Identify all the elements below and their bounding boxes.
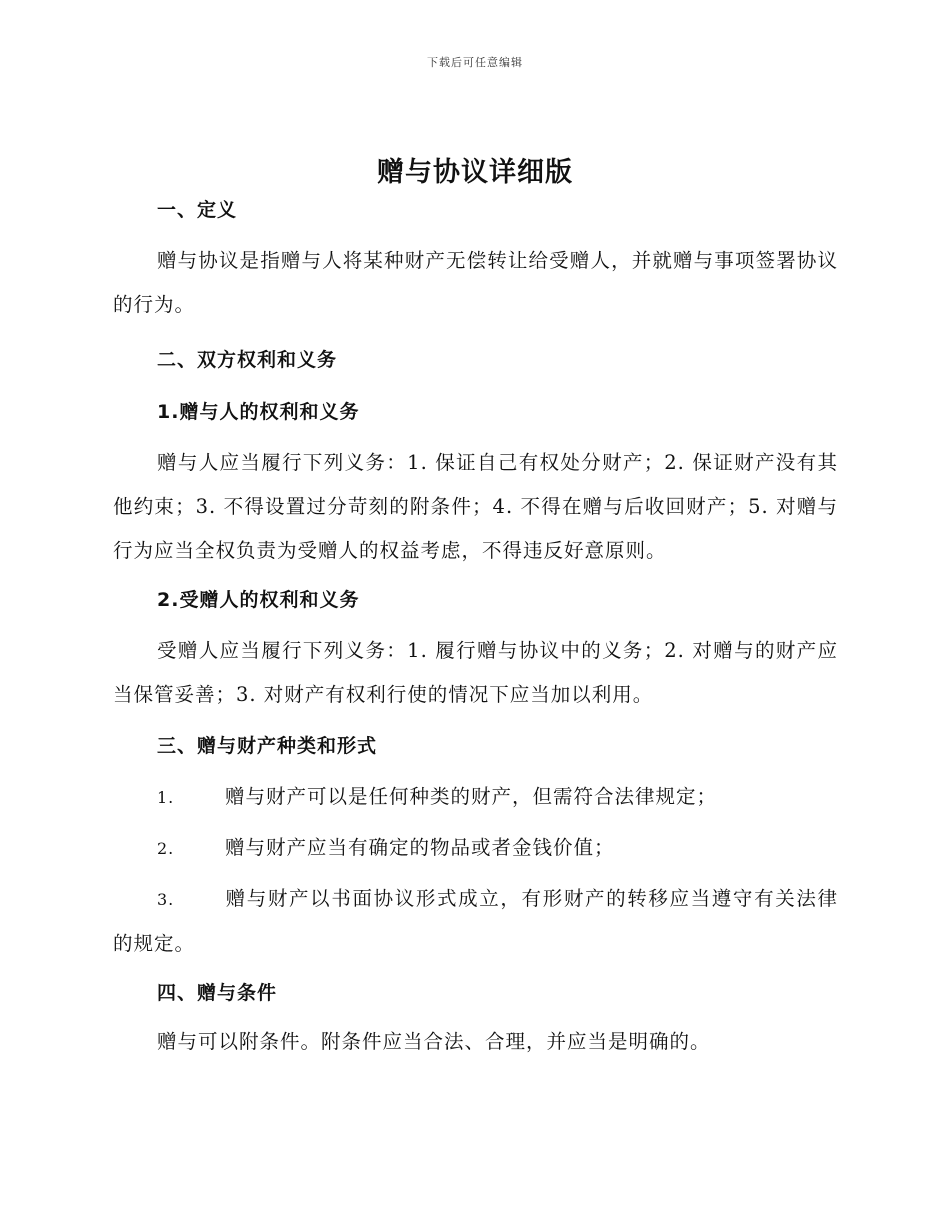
- subsection-heading-donor: 1.赠与人的权利和义务: [157, 401, 360, 423]
- list-item-number: 3.: [157, 890, 175, 909]
- property-list: [113, 775, 838, 966]
- list-item: [113, 775, 838, 820]
- list-item-number: 2.: [157, 839, 175, 858]
- subsection-paragraph-donee: 受赠人应当履行下列义务：1. 履行赠与协议中的义务；2. 对赠与的财产应当保管妥善；3. 对财产有权利行使的情况下应当加以利用。: [113, 639, 838, 706]
- list-item: [113, 877, 838, 966]
- section-paragraph-definition: 赠与协议是指赠与人将某种财产无偿转让给受赠人，并就赠与事项签署协议的行为。: [113, 249, 838, 316]
- subsection-paragraph-donor: 赠与人应当履行下列义务：1. 保证自己有权处分财产；2. 保证财产没有其他约束；3. 不得设置过分苛刻的附条件；4. 不得在赠与后收回财产；5. 对赠与行为应当全权负责为受赠人的权益考虑，不得违反好意原则。: [113, 451, 838, 562]
- section-paragraph-conditions: 赠与可以附条件。附条件应当合法、合理，并应当是明确的。: [157, 1030, 711, 1053]
- list-item-number: 1.: [157, 788, 175, 807]
- section-heading-conditions: 四、赠与条件: [157, 982, 278, 1004]
- list-item: [113, 826, 838, 871]
- header-note: 下载后可任意编辑: [427, 56, 523, 69]
- document-title: 赠与协议详细版: [377, 157, 573, 188]
- subsection-heading-donee: 2.受赠人的权利和义务: [157, 589, 360, 611]
- list-item-text: 赠与财产应当有确定的物品或者金钱价值；: [225, 836, 615, 859]
- document-body: [113, 193, 838, 1064]
- list-item-text: 赠与财产可以是任何种类的财产，但需符合法律规定；: [225, 785, 718, 808]
- section-heading-definition: 一、定义: [157, 199, 238, 221]
- section-heading-rights: 二、双方权利和义务: [157, 349, 338, 371]
- list-item-text: 赠与财产以书面协议形式成立，有形财产的转移应当遵守有关法律的规定。: [113, 887, 838, 955]
- section-heading-property: 三、赠与财产种类和形式: [157, 735, 378, 757]
